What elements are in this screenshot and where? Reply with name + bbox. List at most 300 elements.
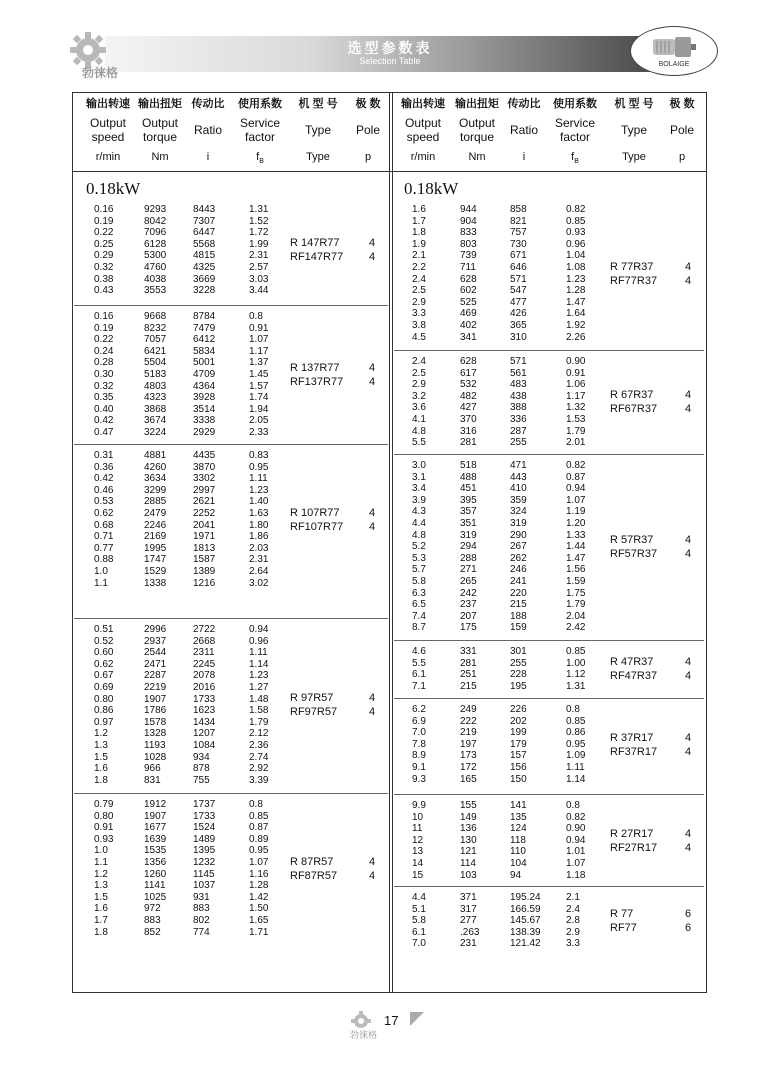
right-cell-col2: 821: [510, 215, 527, 227]
left-cell-col2: 5568: [193, 238, 216, 250]
right-cell-col1: 173: [460, 750, 477, 762]
right-pole-value: 4: [684, 274, 692, 287]
left-cell-col2: 878: [193, 763, 210, 775]
right-type-label: RF37R17: [610, 745, 658, 758]
left-cell-col1: 1747: [144, 554, 167, 566]
right-cell-col1: 121: [460, 846, 477, 858]
right-cell-col0: 6.3: [412, 587, 426, 599]
right-group-separator: [394, 350, 704, 351]
right-cell-col0: 5.5: [412, 657, 426, 669]
right-group-separator: [394, 794, 704, 795]
left-cell-col3: 1.37: [249, 357, 269, 369]
right-cell-col0: 2.5: [412, 285, 426, 297]
right-cell-col2: 150: [510, 773, 527, 785]
right-cell-col3: 2.01: [566, 437, 586, 449]
right-cell-col0: 12: [412, 834, 424, 846]
left-cell-col1: 6128: [144, 238, 167, 250]
right-cell-col1: 341: [460, 331, 477, 343]
left-cell-col1: 2937: [144, 635, 167, 647]
right-cell-col2: 118: [510, 834, 526, 846]
right-cell-col1: 165: [460, 773, 477, 785]
right-cell-col2: 438: [510, 390, 527, 402]
right-cell-col0: 7.8: [412, 738, 426, 750]
col-header-en: [398, 114, 448, 146]
right-cell-col0: 14: [412, 858, 424, 869]
right-cell-col3: 1.44: [566, 541, 586, 553]
right-cell-col0: 3.4: [412, 483, 426, 495]
right-cell-col0: 4.8: [412, 529, 426, 541]
right-pole-value: 4: [684, 534, 692, 546]
right-cell-col1: 628: [460, 356, 477, 367]
left-cell-col3: 3.44: [249, 285, 269, 297]
left-cell-col0: 0.97: [94, 716, 114, 728]
right-type-label: RF77R37: [610, 274, 658, 287]
left-cell-col3: 0.96: [249, 635, 269, 647]
right-group-separator: [394, 886, 704, 887]
left-cell-col2: 3669: [193, 273, 216, 285]
left-cell-col0: 0.53: [94, 496, 114, 508]
left-cell-col3: 0.83: [249, 450, 269, 461]
left-cell-col2: 2997: [193, 484, 216, 496]
left-cell-col0: 0.43: [94, 285, 114, 297]
left-cell-col0: 1.5: [94, 751, 108, 763]
left-cell-col3: 2.03: [249, 542, 269, 554]
right-cell-col2: 262: [510, 552, 527, 564]
right-cell-col0: 9.3: [412, 773, 426, 785]
right-group-separator: [394, 698, 704, 699]
left-cell-col0: 0.29: [94, 250, 114, 262]
col-header-en: [350, 114, 386, 146]
left-cell-col3: 0.95: [249, 845, 269, 857]
col-header-en: [504, 114, 544, 146]
left-cell-col0: 0.35: [94, 392, 114, 404]
left-cell-col2: 931: [193, 891, 210, 903]
left-cell-col2: 5834: [193, 345, 216, 357]
left-cell-col0: 0.42: [94, 473, 114, 485]
right-cell-col1: 488: [460, 471, 477, 483]
right-cell-col0: 6.1: [412, 926, 426, 938]
footer-logo-text: 勃徕格: [350, 1030, 378, 1040]
right-cell-col1: 103: [460, 869, 477, 881]
right-cell-col0: 10: [412, 811, 424, 823]
left-cell-col0: 0.40: [94, 403, 114, 415]
left-cell-col2: 1037: [193, 880, 216, 892]
left-cell-col0: 0.32: [94, 262, 114, 273]
left-cell-col2: 2016: [193, 682, 216, 693]
right-cell-col0: 3.2: [412, 390, 426, 402]
left-cell-col2: 8784: [193, 311, 216, 322]
left-cell-col3: 1.52: [249, 215, 269, 227]
left-cell-col1: 4323: [144, 392, 167, 404]
right-cell-col3: 1.11: [566, 762, 585, 773]
right-type-label: RF67R37: [610, 403, 658, 416]
left-cell-col2: 2668: [193, 635, 216, 647]
left-cell-col0: 0.69: [94, 682, 114, 693]
left-group-separator: [74, 444, 388, 445]
right-cell-col0: 4.4: [412, 892, 426, 903]
left-cell-col0: 0.16: [94, 204, 114, 215]
left-cell-col1: 1025: [144, 891, 167, 903]
right-cell-col2: 145.67: [510, 915, 541, 927]
right-cell-col2: 202: [510, 715, 527, 727]
right-type-label: R 77R37: [610, 260, 654, 273]
right-cell-col0: 4.8: [412, 425, 426, 437]
col-header-unit: p: [364, 151, 372, 163]
left-cell-col2: 3228: [193, 285, 216, 297]
right-cell-col2: 94: [510, 869, 522, 881]
right-cell-col2: 135: [510, 811, 527, 823]
right-cell-col3: 0.96: [566, 238, 586, 250]
col-header-en-line1: Output: [404, 116, 442, 130]
right-cell-col0: 6.9: [412, 715, 426, 727]
col-header-en: [83, 114, 133, 146]
right-cell-col2: 365: [510, 320, 527, 331]
left-cell-col0: 0.86: [94, 705, 114, 717]
right-cell-col0: 4.4: [412, 518, 426, 529]
right-cell-col2: 195: [510, 680, 527, 692]
right-cell-col3: 1.32: [566, 402, 586, 414]
left-cell-col0: 0.62: [94, 508, 114, 519]
left-cell-col2: 4325: [193, 262, 216, 273]
right-cell-col3: 0.85: [566, 215, 586, 227]
left-cell-col0: 0.62: [94, 658, 114, 670]
right-cell-col3: 2.26: [566, 331, 586, 343]
right-cell-col3: 2.04: [566, 610, 586, 622]
col-header-right-1: [451, 94, 503, 164]
right-cell-col1: 351: [460, 518, 477, 529]
right-cell-col2: 324: [510, 506, 527, 518]
col-header-right-4: [606, 94, 662, 164]
left-cell-col1: 1028: [144, 751, 167, 763]
left-cell-col1: 2246: [144, 519, 167, 531]
left-cell-col0: 1.6: [94, 903, 108, 915]
right-cell-col2: 646: [510, 262, 527, 273]
left-pole-value: 4: [368, 375, 376, 388]
left-cell-col1: 1356: [144, 857, 167, 868]
right-cell-col1: 317: [460, 903, 477, 915]
left-cell-col1: 966: [144, 763, 161, 775]
left-cell-col3: 2.57: [249, 262, 269, 273]
left-cell-col3: 3.03: [249, 273, 269, 285]
left-cell-col2: 2929: [193, 427, 216, 438]
right-cell-col3: 1.28: [566, 285, 586, 297]
left-cell-col1: 4881: [144, 450, 167, 461]
right-cell-col0: 3.8: [412, 320, 426, 331]
left-cell-col3: 1.99: [249, 238, 269, 250]
right-cell-col1: 281: [460, 437, 477, 449]
right-cell-col2: 471: [510, 460, 527, 471]
right-cell-col0: 7.0: [412, 938, 426, 950]
col-header-en: [549, 114, 601, 146]
right-pole-value: 4: [684, 389, 692, 402]
left-cell-col1: 2885: [144, 496, 167, 508]
page-number: 17: [384, 1013, 399, 1028]
right-cell-col0: 5.8: [412, 576, 426, 587]
left-cell-col2: 6447: [193, 227, 216, 239]
col-header-en-line1: Service: [239, 116, 280, 130]
left-cell-col3: 0.87: [249, 822, 269, 834]
left-cell-col1: 1529: [144, 566, 167, 577]
right-cell-col2: 226: [510, 704, 527, 715]
left-cell-col1: 852: [144, 926, 161, 938]
left-cell-col2: 7307: [193, 215, 216, 227]
right-cell-col3: 0.91: [566, 367, 586, 379]
left-cell-col3: 1.17: [249, 345, 269, 357]
right-cell-col1: 617: [460, 367, 477, 379]
left-cell-col3: 2.74: [249, 751, 269, 763]
col-header-unit: i: [522, 151, 526, 163]
col-header-en-line1: Ratio: [509, 123, 538, 137]
col-header-unit: p: [678, 151, 686, 163]
left-cell-col2: 2621: [193, 496, 216, 508]
left-cell-col1: 5300: [144, 250, 167, 262]
left-cell-col0: 0.46: [94, 484, 114, 496]
right-cell-col1: 525: [460, 296, 477, 308]
left-cell-col2: 3338: [193, 415, 216, 427]
right-cell-col3: 1.12: [566, 669, 586, 681]
col-header-zh: 传动比: [191, 98, 225, 110]
left-cell-col1: 4760: [144, 262, 167, 273]
left-cell-col0: 0.36: [94, 461, 114, 473]
col-header-zh: 输出扭矩: [455, 98, 499, 110]
table-middle-rule: [389, 92, 390, 993]
col-header-unit: $f_B$: [571, 151, 579, 166]
left-cell-col1: 2544: [144, 647, 167, 659]
left-cell-col3: 1.31: [249, 204, 269, 215]
left-cell-col3: 2.31: [249, 554, 269, 566]
left-type-label: R 97R57: [290, 692, 334, 705]
left-pole-value: 4: [368, 855, 376, 868]
col-header-right-2: [504, 94, 544, 164]
left-cell-col0: 1.0: [94, 845, 108, 857]
left-cell-col3: 1.27: [249, 682, 269, 693]
left-cell-col3: 3.39: [249, 774, 269, 786]
col-header-unit: Nm: [468, 151, 486, 163]
right-cell-col2: 228: [510, 669, 527, 681]
right-cell-col3: 0.93: [566, 227, 586, 239]
left-cell-col1: 2479: [144, 508, 167, 519]
left-cell-col1: 4260: [144, 461, 167, 473]
left-cell-col0: 1.1: [94, 577, 108, 589]
right-cell-col0: 5.2: [412, 541, 426, 553]
right-cell-col0: 4.3: [412, 506, 426, 518]
left-cell-col0: 0.77: [94, 542, 114, 554]
page-title: [330, 40, 450, 67]
right-cell-col0: 9.1: [412, 762, 426, 773]
col-header-en-line2: speed: [406, 130, 440, 144]
right-cell-col0: 1.6: [412, 204, 426, 215]
col-header-zh: 极 数: [355, 98, 381, 110]
right-cell-col2: 336: [510, 414, 527, 425]
left-cell-col0: 0.42: [94, 415, 114, 427]
right-power-label: 0.18kW: [404, 179, 459, 198]
right-cell-col2: 141: [510, 800, 527, 811]
right-cell-col3: 1.04: [566, 250, 586, 262]
right-type-label: R 77: [610, 908, 634, 920]
left-cell-col0: 0.22: [94, 227, 114, 239]
left-group-separator: [74, 305, 388, 306]
right-cell-col3: 0.85: [566, 715, 586, 727]
right-cell-col3: 1.07: [566, 858, 586, 869]
right-cell-col2: 561: [510, 367, 527, 379]
left-cell-col0: 1.6: [94, 763, 108, 775]
right-cell-col3: 1.14: [566, 773, 586, 785]
col-header-unit: Type: [622, 151, 646, 163]
left-cell-col3: 0.8: [249, 799, 263, 810]
left-cell-col0: 0.32: [94, 380, 114, 392]
left-cell-col3: 2.31: [249, 250, 269, 262]
right-cell-col1: 482: [460, 390, 477, 402]
left-cell-col1: 3299: [144, 484, 167, 496]
right-type-label: RF57R37: [610, 548, 658, 560]
right-cell-col0: 3.1: [412, 471, 426, 483]
left-cell-col3: 1.11: [249, 647, 268, 659]
right-cell-col3: 1.47: [566, 296, 586, 308]
left-cell-col1: 5504: [144, 357, 167, 369]
left-cell-col1: 883: [144, 915, 161, 926]
left-pole-value: 4: [368, 237, 376, 250]
col-header-zh: 极 数: [669, 98, 695, 110]
left-group-separator: [74, 793, 388, 794]
right-cell-col3: 1.31: [566, 680, 586, 692]
left-cell-col2: 1216: [193, 577, 216, 589]
col-header-left-2: [188, 94, 228, 164]
right-cell-col2: 671: [510, 250, 527, 262]
left-cell-col1: 972: [144, 903, 161, 915]
right-pole-value: 4: [684, 403, 692, 416]
right-cell-col1: 288: [460, 552, 477, 564]
right-cell-col1: 277: [460, 915, 477, 927]
right-cell-col3: 1.06: [566, 379, 586, 391]
right-cell-col0: 2.9: [412, 379, 426, 391]
right-cell-col3: 2.8: [566, 915, 580, 927]
left-cell-col0: 1.0: [94, 566, 108, 577]
left-pole-value: 4: [368, 869, 376, 882]
col-header-zh: 机 型 号: [298, 98, 338, 110]
left-cell-col0: 0.51: [94, 624, 114, 635]
right-cell-col3: 1.20: [566, 518, 586, 529]
title-en: Selection Table: [359, 56, 421, 66]
col-header-en-line2: torque: [459, 130, 495, 144]
col-header-right-0: [398, 94, 448, 164]
col-header-zh: 使用系数: [553, 98, 597, 110]
left-cell-col1: 8232: [144, 322, 167, 334]
col-header-unit: Type: [306, 151, 330, 163]
col-header-en: [234, 114, 286, 146]
right-cell-col3: 1.47: [566, 552, 586, 564]
left-cell-col2: 3514: [193, 403, 216, 415]
left-cell-col2: 2311: [193, 647, 215, 659]
left-cell-col2: 4815: [193, 250, 216, 262]
left-cell-col3: 1.28: [249, 880, 269, 892]
col-header-right-3: [549, 94, 601, 169]
right-cell-col2: 443: [510, 471, 527, 483]
left-cell-col0: 0.16: [94, 311, 114, 322]
right-pole-value: 4: [684, 260, 692, 273]
right-cell-col0: 3.3: [412, 308, 426, 320]
right-cell-col2: 166.59: [510, 903, 541, 915]
brand-badge: [630, 26, 718, 76]
right-cell-col3: 1.53: [566, 414, 586, 425]
left-cell-col2: 4435: [193, 450, 216, 461]
left-pole-value: 4: [368, 692, 376, 705]
right-cell-col0: 6.1: [412, 669, 426, 681]
col-header-zh: 传动比: [507, 98, 541, 110]
left-cell-col0: 0.38: [94, 273, 114, 285]
left-cell-col3: 0.8: [249, 311, 263, 322]
left-cell-col2: 1395: [193, 845, 216, 857]
right-cell-col0: 11: [412, 823, 423, 835]
right-cell-col2: 215: [510, 599, 527, 611]
right-cell-col3: 1.23: [566, 273, 586, 285]
right-cell-col0: 4.6: [412, 646, 426, 657]
right-cell-col1: 451: [460, 483, 477, 495]
left-cell-col2: 1084: [193, 740, 216, 751]
right-cell-col2: 757: [510, 227, 527, 239]
left-cell-col2: 4709: [193, 369, 216, 380]
left-cell-col3: 1.94: [249, 403, 269, 415]
right-cell-col2: 157: [510, 750, 527, 762]
left-cell-col1: 1338: [144, 577, 167, 589]
left-cell-col3: 1.23: [249, 670, 269, 682]
right-cell-col3: 2.9: [566, 926, 580, 938]
right-cell-col2: 195.24: [510, 892, 541, 903]
right-cell-col3: 0.85: [566, 646, 586, 657]
right-cell-col2: 287: [510, 425, 527, 437]
right-type-label: R 57R37: [610, 534, 654, 546]
col-header-zh: 机 型 号: [614, 98, 654, 110]
right-pole-value: 4: [684, 827, 692, 840]
right-pole-value: 4: [684, 548, 692, 560]
right-cell-col1: 602: [460, 285, 477, 297]
right-cell-col2: 159: [510, 622, 527, 634]
left-cell-col3: 1.57: [249, 380, 269, 392]
col-header-en-line1: Pole: [355, 123, 381, 137]
left-cell-col1: 2287: [144, 670, 167, 682]
col-header-left-5: [350, 94, 386, 164]
left-cell-col3: 1.50: [249, 903, 269, 915]
left-cell-col3: 1.07: [249, 857, 269, 868]
right-cell-col1: 427: [460, 402, 477, 414]
left-cell-col1: 1328: [144, 728, 167, 740]
left-cell-col0: 1.1: [94, 857, 108, 868]
right-cell-col2: 858: [510, 204, 527, 215]
left-cell-col2: 1232: [193, 857, 216, 868]
left-cell-col3: 1.58: [249, 705, 269, 717]
right-cell-col1: 175: [460, 622, 477, 634]
left-cell-col3: 1.07: [249, 334, 269, 346]
right-cell-col1: 155: [460, 800, 477, 811]
right-cell-col1: 739: [460, 250, 477, 262]
left-cell-col2: 1737: [193, 799, 216, 810]
right-group-separator: [394, 640, 704, 641]
col-header-unit: r/min: [410, 151, 436, 163]
right-cell-col3: 1.00: [566, 657, 586, 669]
left-cell-col0: 0.47: [94, 427, 114, 438]
left-cell-col0: 0.28: [94, 357, 114, 369]
right-cell-col3: 1.07: [566, 494, 586, 506]
left-type-label: RF97R57: [290, 706, 338, 719]
right-cell-col1: 319: [460, 529, 477, 541]
right-cell-col1: 271: [460, 564, 477, 576]
col-header-en-line2: factor: [559, 130, 590, 144]
left-cell-col3: 3.02: [249, 577, 269, 589]
right-cell-col1: 249: [460, 704, 477, 715]
right-cell-col1: 357: [460, 506, 477, 518]
left-cell-col1: 2996: [144, 624, 167, 635]
col-header-en: [188, 114, 228, 146]
col-header-en-line2: speed: [91, 130, 125, 144]
